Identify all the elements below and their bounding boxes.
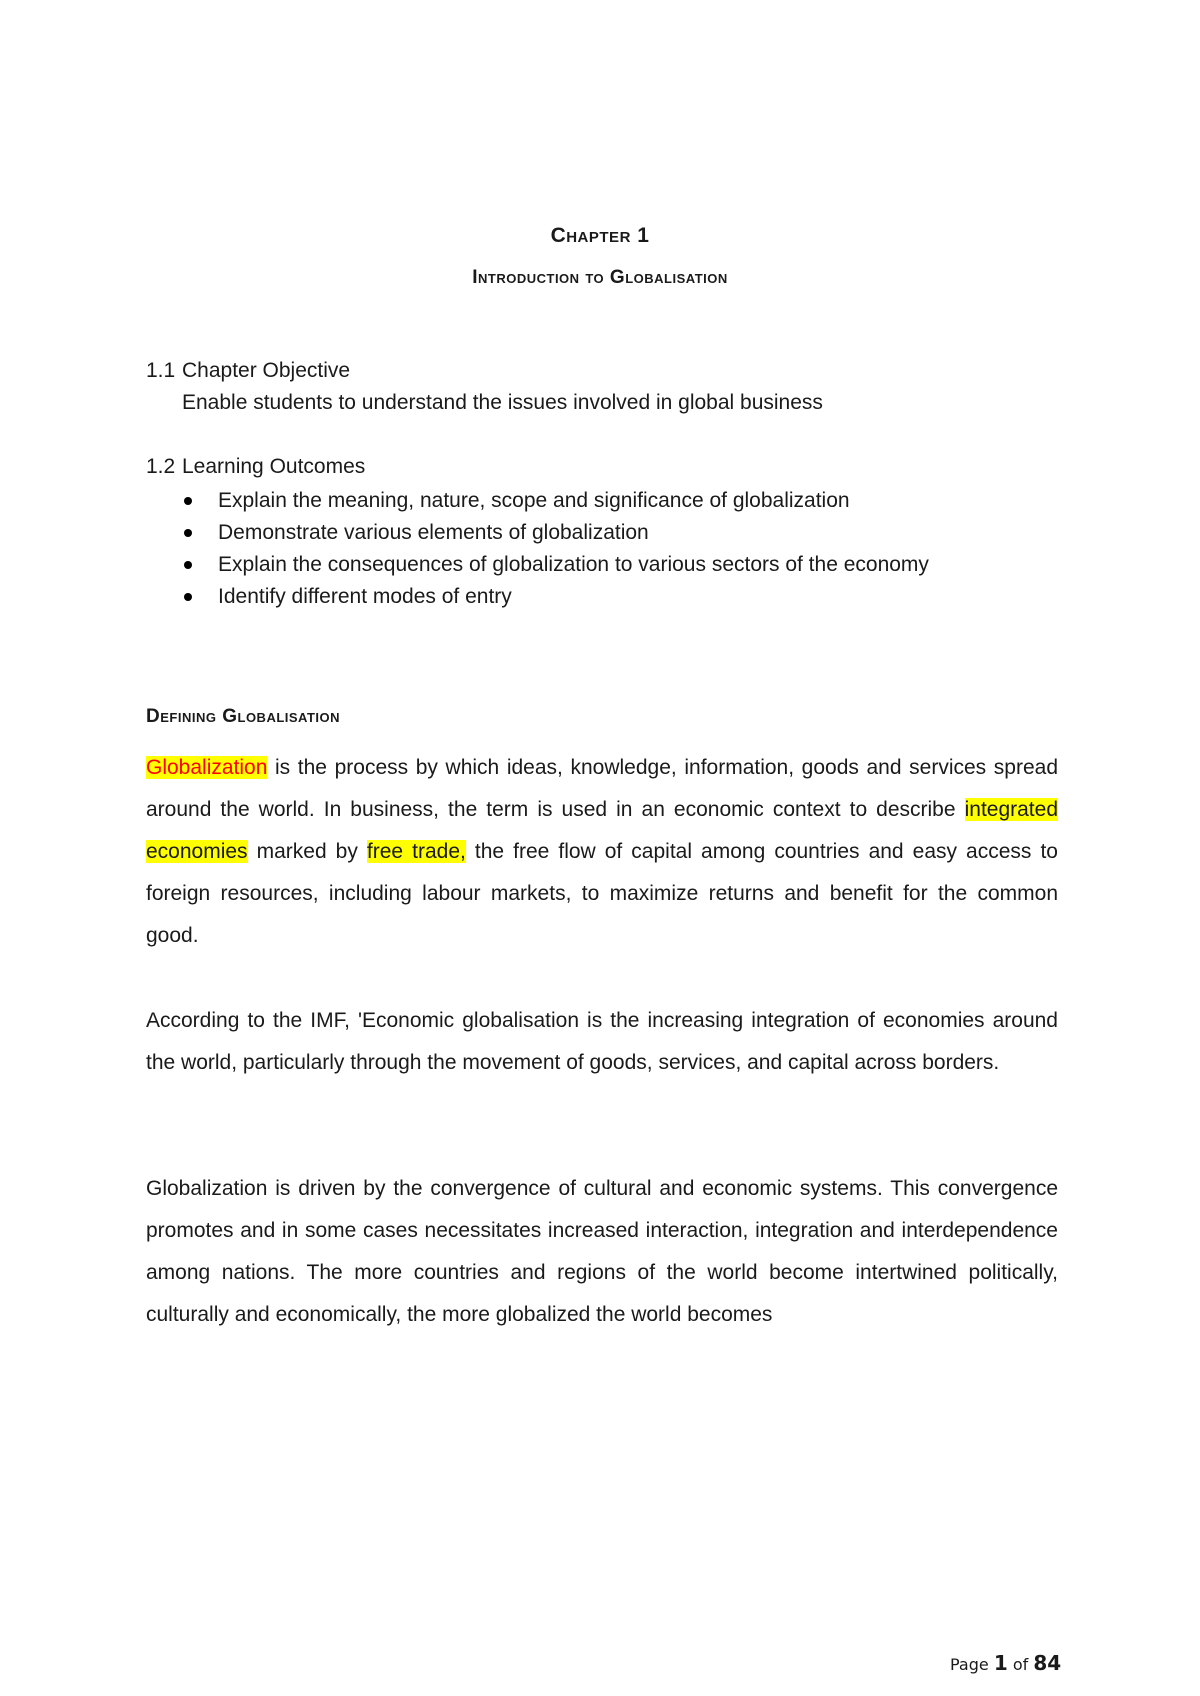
page-label: Page [950,1655,989,1674]
bullet-icon [184,497,192,505]
page-number: 1 [993,1651,1008,1675]
list-item [182,581,929,613]
list-item [182,549,929,581]
objective-number: 1.1 [146,359,176,382]
objective-label: Chapter Objective [182,359,351,382]
list-item [182,517,929,549]
chapter-subtitle: Introduction to Globalisation [472,267,728,288]
outcomes-number: 1.2 [146,455,176,478]
paragraph-text: the free flow of capital among countries and easy access to foreign resources, including labour markets, to maximize returns and benefit for the common good. [146,840,1058,947]
chapter-title: Chapter 1 [550,224,650,247]
total-pages: 84 [1033,1651,1062,1675]
list-item-text: Identify different modes of entry [218,585,512,608]
list-item [182,485,929,517]
paragraph-convergence: Globalization is driven by the convergence of cultural and economic systems. This convergence promotes and in some cases necessitates increased interaction, integration and interdependence among nations. The more countries and regions of the world become intertwined politically, culturally and economically, the more globalized the world becomes [146,1177,1058,1326]
list-item-text: Explain the consequences of globalization to various sectors of the economy [218,553,929,576]
bullet-icon [184,593,192,601]
highlighted-phrase: free trade, [366,840,466,863]
highlighted-phrase: integrated economies [146,798,1058,863]
highlighted-term: Globalization [146,756,268,779]
list-item-text: Demonstrate various elements of globalization [218,521,649,544]
outcomes-list [182,485,929,613]
paragraph-definition [146,747,1058,957]
paragraph-text: is the process by which ideas, knowledge, information, goods and services spread around the world. In business, the term is used in an economic context to describe [146,756,1058,821]
objective-text: Enable students to understand the issues involved in global business [182,391,823,414]
page-footer [950,1651,1061,1675]
section-heading: Defining Globalisation [146,706,341,727]
outcomes-heading [146,454,365,480]
bullet-icon [184,529,192,537]
of-label: of [1012,1655,1029,1674]
outcomes-label: Learning Outcomes [182,455,366,478]
list-item-text: Explain the meaning, nature, scope and significance of globalization [218,489,850,512]
objective-heading [146,358,350,384]
paragraph-imf: According to the IMF, 'Economic globalisation is the increasing integration of economies around the world, particularly through the movement of goods, services, and capital across borders. [146,1009,1058,1074]
bullet-icon [184,561,192,569]
paragraph-text: marked by [247,840,367,863]
